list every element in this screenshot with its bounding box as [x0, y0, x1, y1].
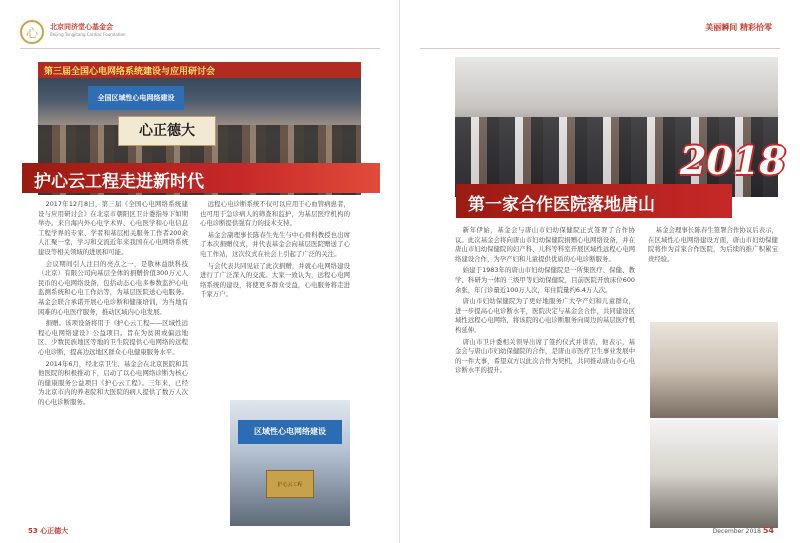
- paragraph: 唐山市妇幼保健院为了更好地服务广大孕产妇和儿童群众，进一步提高心电诊断水平，医院决定与基金会合作，共同建设区域性远程心电网络，将该院的心电诊断服务向周边的基层医疗机构延伸。: [455, 297, 635, 334]
- donation-plaque: 护心云工程: [266, 470, 314, 498]
- conference-banner: 第三届全国心电网络系统建设与应用研讨会: [38, 62, 361, 78]
- paragraph: 2014年6月，经北京卫生、基金会在北京医院和其他医院的积极推动下，启动了以心电网络诊断为核心的健康服务公益项目《护心云工程》。三年来，已经为北京市内的养老院和大医院的病人提供了数万人次的心电诊断服务。: [38, 359, 188, 406]
- donation-ceremony-photo: [230, 400, 350, 526]
- magazine-name: 心正德大: [40, 527, 69, 535]
- conference-board: 全国区域性心电网络建设: [88, 86, 184, 110]
- right-footer: [713, 526, 774, 535]
- calligraphy-scroll: 心正德大: [118, 116, 216, 146]
- left-article-column-1: [38, 200, 188, 518]
- paragraph: 基金会副理事长陈春生先生与中心骨科教授也出席了本次捐赠仪式，并代表基金会向基层医院赠送了心电工作站，这次仪式在社会上引起了广泛的关注。: [200, 230, 350, 258]
- ward-visit-photo: [650, 322, 778, 418]
- year-heading: 2018: [680, 138, 786, 183]
- paragraph: 与会代表共同见证了此次捐赠，并就心电网络建设进行了广泛深入的交流。大家一致认为，远程心电网络系统的建设，将使更多群众受益，心电服务将走进千家万户。: [200, 261, 350, 299]
- foundation-logo-icon: 心: [20, 20, 44, 44]
- paragraph: 捐赠。该项设备将用于《护心云工程——区域性远程心电网络建设》公益项目。旨在为贫困或偏远地区、少数民族地区等地的卫生院提供心电网络的远程心电诊断，提高边远地区群众心电健康服务水平。: [38, 319, 188, 356]
- column-tag: 美丽瞬间 精彩拾零: [705, 23, 772, 32]
- left-footer: [28, 526, 68, 536]
- paragraph: 始建于1983年的唐山市妇幼保健院是一所集医疗、保健、教学、科研为一体的三级甲等妇幼保健院，目前医院开放床位600余张，年门诊量近100万人次，年住院量约6.4万人次。: [455, 266, 635, 294]
- left-article-title: 护心云工程走进新时代: [22, 163, 380, 193]
- header-divider: [20, 48, 380, 49]
- brand-name-en: Beijing Tongjitang Cardiac Foundation: [50, 32, 126, 37]
- left-article-column-2: [200, 200, 350, 396]
- right-article-column-2: [648, 226, 778, 318]
- paragraph: 远程心电诊断系统不仅可以应用于心血管病患者，也可用于急诊病人的筛查和监护，为基层医疗机构的心电诊断提供强有力的技术支持。: [200, 200, 350, 228]
- header-divider: [420, 48, 780, 49]
- paragraph: 基金会理事长陈春生签署合作协议后表示，在区域性心电网络建设方面，唐山市妇幼保健院将作为首家合作医院，为后续的推广积累宝贵经验。: [648, 226, 778, 263]
- right-article-title: 第一家合作医院落地唐山: [456, 184, 732, 218]
- page-number: 53: [28, 527, 38, 535]
- hospital-building-photo: [650, 420, 778, 528]
- page-number: 54: [762, 526, 774, 535]
- paragraph: 2017年12月8日，第三届《全国心电网络系统建设与应用研讨会》在北京市朝阳区卫计委指导下如期举办。来自海内外心电学术界、心电医学和心电信息工程学界的专家、学者和基层相关服务工作者200余人汇聚一堂，学习和交流近年来我国在心电网络系统建设等相关领域的进展和可能。: [38, 200, 188, 256]
- paragraph: 唐山市卫计委相关领导出席了签约仪式并讲话，他表示，基金会与唐山市妇幼保健院的合作，是唐山市医疗卫生事业发展中的一件大事，希望双方以此次合作为契机，共同推动唐山市心电诊断水平的提升。: [455, 337, 635, 375]
- paragraph: 会议期间引人注目的亮点之一，是敬林益肤科技（北京）有限公司向基层全体的捐赠价值300万元人民币的心电网络设备，包括动态心电多参数监护心电监测系统和心电工作站等，为基层医院送心电服务。基金会联合承诺开展心电诊断和健康培训，为当地有困难的心电医疗服务，推动区域内心电发展。: [38, 259, 188, 316]
- ceremony-sign: 区域性心电网络建设: [238, 420, 342, 444]
- right-article-column-1: [455, 226, 635, 526]
- issue-date: December 2018: [712, 528, 761, 535]
- brand-name-cn: 北京同济堂心基金会: [50, 23, 113, 31]
- paragraph: 新年伊始，基金会与唐山市妇幼保健院正式签署了合作协议。此次基金会将向唐山市妇幼保健院捐赠心电网络设备，并在唐山市妇幼保健院的妇产科、儿科等科室开展区域性远程心电网络建设合作，为孕产妇和儿童提供优质的心电诊断服务。: [455, 226, 635, 263]
